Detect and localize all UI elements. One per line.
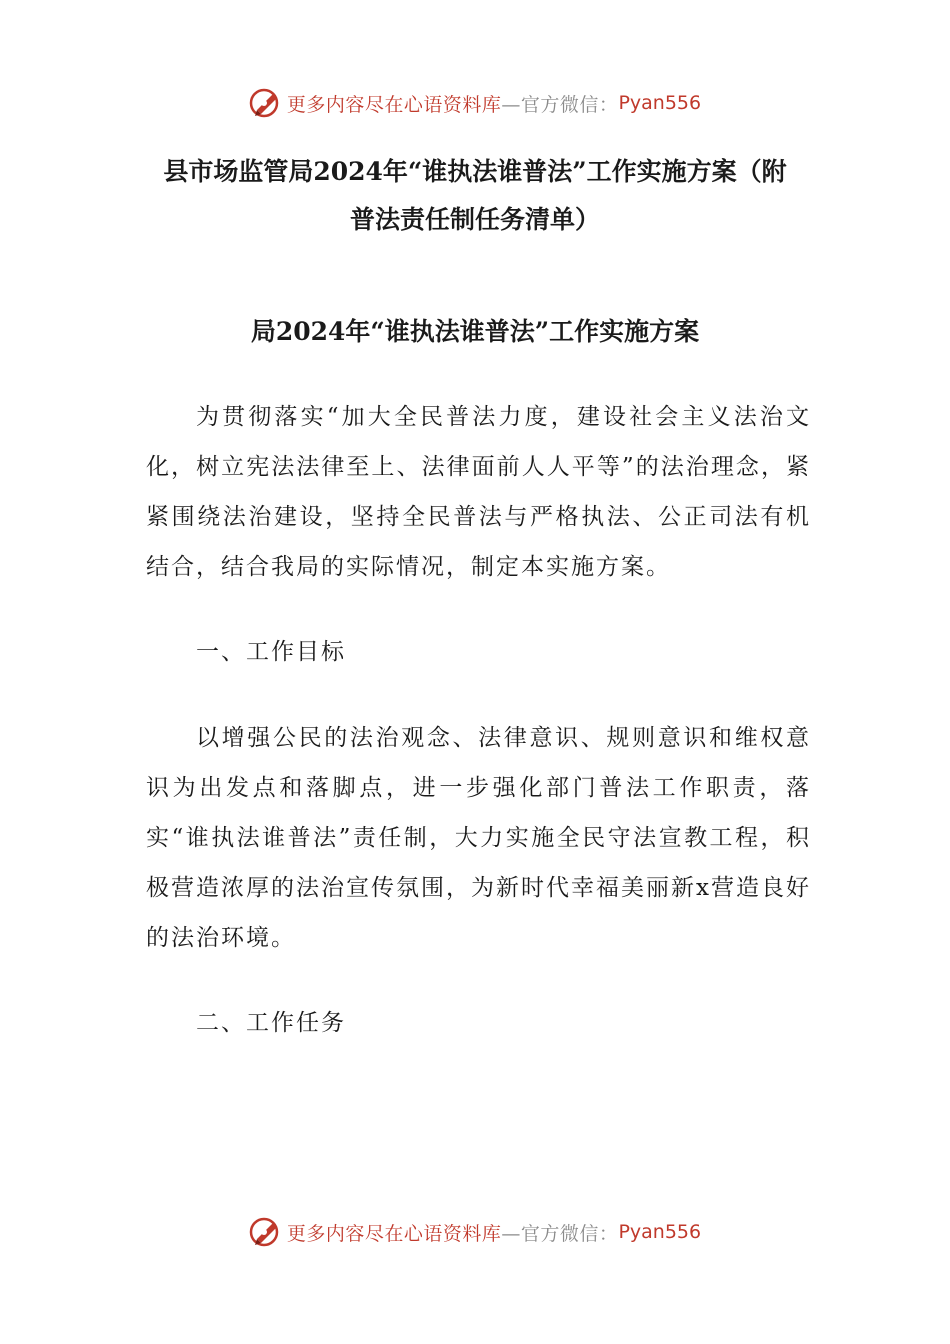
banner-wechat-label: —官方微信： [501,93,619,116]
section-heading-tasks: 二、工作任务 [196,1010,346,1036]
banner-wechat-id: Pyan556 [618,1221,702,1243]
banner-site-name: 更多内容尽在心语资料库 [286,93,502,116]
header-banner [0,83,950,123]
banner-wechat-id: Pyan556 [618,92,702,114]
pen-logo-icon [249,1215,283,1249]
pen-logo-icon [249,86,283,120]
intro-paragraph: 为贯彻落实“加大全民普法力度，建设社会主义法治文化，树立宪法法律至上、法律面前人人平等”的法治理念，紧紧围绕法治建设，坚持全民普法与严格执法、公正司法有机结合，结合我局的实际情况，制定本实施方案。 [146,404,811,580]
document-subtitle: 局2024年“谁执法谁普法”工作实施方案 [250,317,700,346]
section-heading-goals: 一、工作目标 [196,639,346,665]
footer-banner [0,1212,950,1252]
document-title-line2: 普法责任制任务清单） [349,205,600,234]
banner-wechat-label: —官方微信： [501,1222,619,1245]
banner-site-name: 更多内容尽在心语资料库 [286,1222,502,1245]
document-title-line1: 县市场监管局2024年“谁执法谁普法”工作实施方案（附 [163,157,787,186]
goals-paragraph: 以增强公民的法治观念、法律意识、规则意识和维权意识为出发点和落脚点，进一步强化部门普法工作职责，落实“谁执法谁普法”责任制，大力实施全民守法宣教工程，积极营造浓厚的法治宣传氛围，为新时代幸福美丽新x营造良好的法治环境。 [146,725,811,951]
